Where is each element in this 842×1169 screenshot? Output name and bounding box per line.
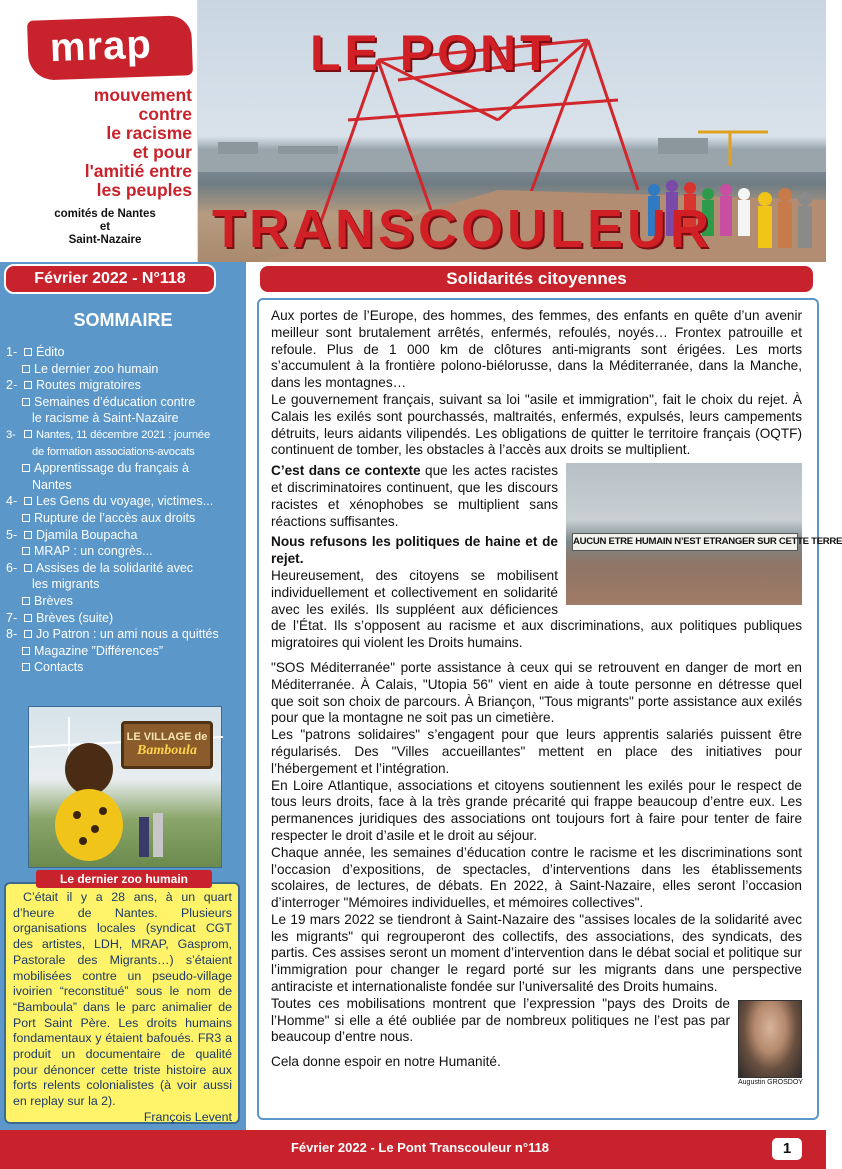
checkbox-icon [24,614,32,622]
article-lead-bold: C’est dans ce contexte [271,463,421,479]
motto-line: mouvement [93,85,192,105]
footer-text: Février 2022 - Le Pont Transcouleur n°118 [290,1140,550,1155]
checkbox-icon [24,630,32,638]
checkbox-icon [24,348,32,356]
summary-item-number: 4- [6,494,18,509]
committees-label [30,208,180,247]
summary-item-continued [6,444,246,461]
checkbox-icon [24,531,32,539]
footer [0,1130,826,1169]
summary-item[interactable] [6,377,246,394]
summary-item-number: 7- [6,610,18,625]
zoo-article-box [4,882,240,1124]
summary-item-number: 6- [6,560,18,575]
checkbox-icon [22,663,30,671]
building [658,138,708,154]
summary-item-label: Les Gens du voyage, victimes... [36,494,214,509]
article-paragraph: "SOS Méditerranée" porte assistance à ceux qui se retrouvent en danger de mort en Méditerranée. À Calais, "Utopia 56" vient en aide à toute personne en détresse quel que soit son choix de parcours. À Briançon, "Tous migrants" porte assistance aux exilés pour que la montagne ne soit pas un cimetière. [271,659,802,726]
committees-line: et [99,221,111,233]
mrap-logo [27,15,193,81]
section-title: Solidarités citoyennes [258,264,815,294]
checkbox-icon [22,398,30,406]
summary-item-label: Rupture de l’accès aux droits [34,510,196,525]
summary-item[interactable] [6,610,246,627]
article-paragraph: Chaque année, les semaines d’éducation contre le racisme et les discriminations sont l’occasion d’expositions, de spectacles, d’interventions dans les établissements scolaires, de lectures, de débats. En 2022, à Saint-Nazaire, elles seront l’occasion d’interroger "Mémoires individuelles, et mémoires collectives". [271,844,802,911]
summary-item-number: 1- [6,345,18,359]
checkbox-icon [22,514,30,522]
building [218,142,258,154]
village-photo [28,706,222,868]
summary-list [6,344,246,676]
summary-item-number: 2- [6,378,18,393]
summary-item-number: 5- [6,527,18,542]
summary-item-label: Assises de la solidarité avec [36,560,194,575]
author-photo [738,1000,802,1078]
checkbox-icon [24,497,32,505]
journal-title-top: LE PONT [310,25,555,81]
journal-title-bottom: TRANSCOULEUR [212,199,713,259]
article-paragraph: Cela donne espoir en notre Humanité. [271,1054,501,1070]
masthead-banner [198,0,826,262]
zoo-article-signature: François Levent [143,1109,232,1124]
committees-line: comités de Nantes [54,208,156,220]
summary-item-continued [6,477,246,494]
summary-item[interactable] [6,626,246,643]
protest-banner-text: AUCUN ETRE HUMAIN N’EST ETRANGER SUR CETTE TERRE [572,533,798,551]
logo-mark-text: mrap [49,22,153,71]
sign-line: LE VILLAGE de [126,731,208,743]
article-paragraph: Aux portes de l’Europe, des hommes, des femmes, des enfants en quête d’un avenir meilleur sont brutalement arrêtés, enfermés, refoulés, noyés… Frontex patrouille et refoule. Plus de 1 000 km de clôtures anti-migrants sont érigées. Les morts s’accumulent à la frontière polono-biélorusse, dans la Méditerranée, dans la Manche, dans les montagnes… [271,308,802,391]
summary-item-continued [6,410,246,427]
summary-item[interactable] [6,543,246,560]
checkbox-icon [24,381,32,389]
summary-item-continued [6,576,246,593]
page-number: 1 [772,1138,802,1160]
author-portrait [738,1000,802,1088]
summary-item-label: Nantes [32,477,72,492]
summary-item[interactable] [6,427,246,444]
banner-photo [566,463,842,605]
statue-body [55,789,123,861]
article-paragraph: Heureusement, des citoyens se mobilisent individuellement et collectivement en solidarité avec les exilés. Ils suppléent aux déficiences de l’État. Ils s’opposent au racisme et aux discriminations, aux politiques publiques migratoires qui violent les Droits humains. [271,567,802,651]
summary-item-label: Jo Patron : un ami nous a quittés [36,627,219,642]
zoo-article-text: C’était il y a 28 ans, à un quart d’heure de Nantes. Plusieurs organisations locales (syndicat CGT des artistes, LDH, MRAP, Gasprom, Pastorale des Migrants…) s’étaient mobilisées contre un pseudo-village ivoirien “reconstitué” sous le nom de “Bamboula” dans le parc animalier de Port Saint Père. Les droits humains fondamentaux y étaient bafoués. FR3 a produit un documentaire de qualité pour dénoncer cette triste histoire aux forts relents colonialistes (à voir aussi en replay sur la 2). [13,890,232,1109]
article-paragraph: Les "patrons solidaires" s’engagent pour que leurs apprentis salariés puissent être régularisés. Des "Villes accueillantes" mettent en place des initiatives pour l’hébergement et l’intégration. [271,727,802,776]
person [153,813,163,857]
summary-item-label: Édito [36,345,65,359]
summary-item-label: Semaines d’éducation contre [34,394,196,409]
checkbox-icon [24,430,32,438]
summary-item-number: 8- [6,627,18,642]
summary-item-label: Djamila Boupacha [36,527,138,542]
zoo-article-caption: Le dernier zoo humain [36,870,212,888]
summary-item[interactable] [6,344,246,361]
article-paragraph: En Loire Atlantique, associations et citoyens soutiennent les exilés pour le respect de tous leurs droits, face à la très grande précarité qui frappe beaucoup d’entre eux. Les permanences juridiques des associations ont toujours fort à faire pour tenter de faire respecter le droit d’asile et le droit au séjour. [271,777,802,843]
motto-line: le racisme [106,123,192,143]
summary-title: SOMMAIRE [73,310,173,330]
summary-item[interactable] [6,460,246,477]
summary-item-label: Magazine ”Différences” [34,643,163,658]
summary-item-label: le racisme à Saint-Nazaire [32,411,179,426]
article-paragraph: Le 19 mars 2022 se tiendront à Saint-Nazaire des "assises locales de la solidarité avec les migrants" qui regrouperont des collectifs, des associations, des syndicats, des partis. Ces assises seront un moment d’intervention dans le débat social et politique sur l’immigration pour changer le regard porté sur les migrants dans une perspective antiraciste et internationaliste fondée sur l’universalité des Droits humains. [271,911,802,995]
summary-item[interactable] [6,394,246,411]
summary-item-label: MRAP : un congrès... [34,544,153,559]
person [139,817,149,857]
summary-item-number: 3- [6,428,16,441]
article-paragraph: Le gouvernement français, suivant sa loi "asile et immigration", fait le choix du rejet. À Calais les exilés sont pourchassés, maltraités, enfermés, expulsés, leurs campements détruits, leurs aidants vilipendés. Les obligations de quitter le territoire français (OQTF) continuent de tomber, les obstacles à l’accès aux droits se multiplient. [271,391,802,458]
statue-head [65,743,113,795]
summary-item-label: Nantes, 11 décembre 2021 : journée [36,428,210,441]
article-heading-bold: Nous refusons les politiques de haine et de rejet. [271,534,558,567]
main-article [271,308,842,1090]
motto-line: l'amitié entre [84,161,192,181]
author-caption: Augustin GROSDOY [738,1078,803,1086]
building [278,146,338,154]
checkbox-icon [22,597,30,605]
summary-item-label: les migrants [32,577,100,592]
logo-panel [0,0,198,262]
summary-item-label: Contacts [34,660,84,675]
summary-item[interactable] [6,510,246,527]
issue-badge: Février 2022 - N°118 [4,264,216,294]
summary-item[interactable] [6,643,246,660]
sign-line: Bamboula [137,743,197,758]
summary-item[interactable] [6,560,246,577]
motto-line: les peuples [96,180,192,200]
checkbox-icon [24,564,32,572]
checkbox-icon [22,464,30,472]
summary-item-label: Apprentissage du français à [34,461,189,476]
committees-line: Saint-Nazaire [68,234,142,246]
motto-line: et pour [132,142,192,162]
summary-item-label: Routes migratoires [36,378,141,393]
logo-motto [20,86,192,200]
summary-item[interactable] [6,593,246,610]
checkbox-icon [22,365,30,373]
checkbox-icon [22,647,30,655]
article-paragraph: Toutes ces mobilisations montrent que l’expression "pays des Droits de l’Homme" si elle a été oubliée par de nombreux politiques ne l’est pas par beaucoup d’entre nous. [271,995,730,1045]
summary-item[interactable] [6,361,246,378]
checkbox-icon [22,547,30,555]
left-sidebar [0,262,246,1130]
summary-item[interactable] [6,527,246,544]
summary-item-label: Le dernier zoo humain [34,361,159,376]
motto-line: contre [138,104,192,124]
summary-item-label: de formation associations-avocats [32,445,195,458]
summary-item[interactable] [6,659,246,676]
village-sign [121,721,213,769]
article-paragraph: que les actes racistes et discriminatoires continuent, que les discours racistes et xénophobes se multiplient sans réactions suffisantes. [271,463,558,529]
summary-item-label: Brèves [34,593,73,608]
summary-item-label: Brèves (suite) [36,610,114,625]
summary-item[interactable] [6,493,246,510]
